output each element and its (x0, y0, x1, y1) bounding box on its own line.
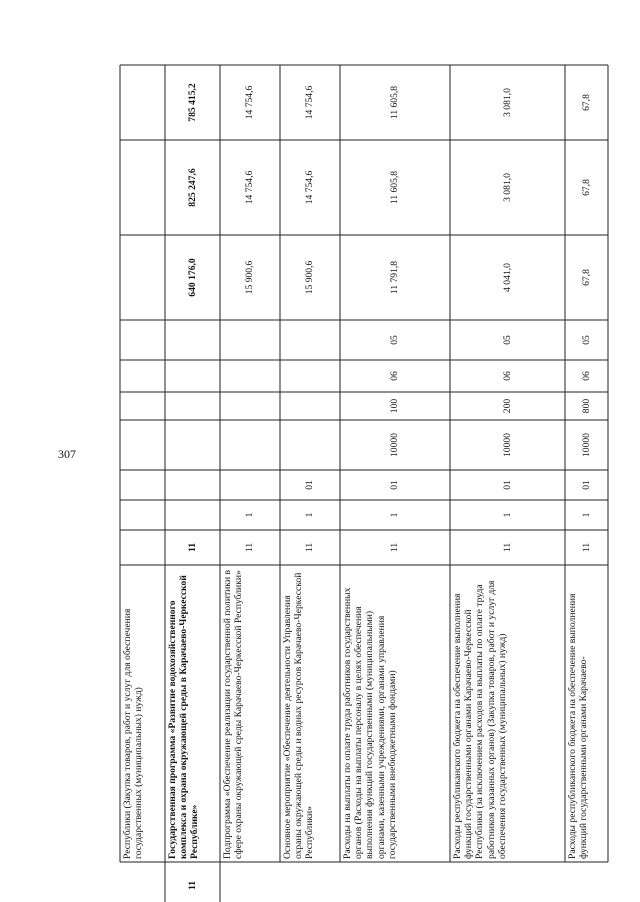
row-6-col_gr: 11 (580, 542, 592, 553)
row-1-v2025: 825 247,6 (186, 168, 198, 207)
row-0-name: Республики (Закупка товаров, работ и услуг для обеспечения государственных (муниципальных) нужд) (122, 608, 145, 859)
row-1-name: Государственная программа «Развитие водохозяйственного комплекса и охрана окружающей среды в Карачаево-Черкесской Республике» (167, 575, 201, 859)
row-5-col_r: 01 (501, 480, 513, 490)
row-6-v2026: 67,8 (580, 94, 592, 111)
row-3-v2024: 15 900,6 (304, 260, 315, 295)
row-6-col_pr: 05 (580, 335, 592, 345)
row-5-name: Расходы республиканского бюджета на обеспечение выполнения функций государственными органами Карачаево-Черкесской Республики (за исключением расходов на выплаты по оплате труда работников указанных органов) (Закупка товаров, работ и услуг для обеспечения государственных (муниципальных) нужд) (452, 580, 508, 859)
row-4-col_r: 01 (389, 480, 400, 490)
row-6-col_vr: 800 (580, 398, 592, 414)
row-5-col_vr: 200 (501, 398, 513, 414)
row-6-v2024: 67,8 (580, 269, 592, 286)
row-4-col_pr: 05 (389, 335, 400, 345)
row-3-name: Основное мероприятие «Обеспечение деятельности Управления охраны окружающей среды и водных ресурсов Карачаево-Черкесской Республики» (282, 572, 316, 859)
row-1-v2024: 640 176,0 (186, 258, 198, 297)
row-4-col_pz: 1 (389, 512, 400, 518)
row-5-col_p: 10000 (501, 433, 513, 457)
row-2-col_pz: 1 (244, 512, 255, 518)
row-3-v2026: 14 754,6 (304, 85, 315, 120)
row-2-name: Подпрограмма «Обеспечение реализации государственной политики в сфере охраны окружающей среды Карачаево-Черкесской Республики» (222, 569, 245, 859)
row-6-col_rz: 06 (580, 371, 592, 381)
row-4-name: Расходы на выплаты по оплате труда работников государственных органов (Расходы на выплаты персоналу в целях обеспечения выполнения функций государственными (муниципальными) органами, казенными учреждениями, органами управления государственными внебюджетными фондами) (342, 587, 398, 859)
row-4-v2026: 11 605,8 (389, 85, 400, 120)
row-5-col_gr: 11 (501, 542, 513, 553)
row-3-col_r: 01 (304, 480, 315, 490)
row-3-v2025: 14 754,6 (304, 170, 315, 205)
row-5-v2026: 3 081,0 (501, 88, 513, 117)
row-6-name: Расходы республиканского бюджета на обеспечение выполнения функций государственными органами Карачаево- (567, 593, 590, 859)
row-4-col_p: 10000 (389, 433, 400, 457)
row-2-v2026: 14 754,6 (244, 85, 255, 120)
row-3-col_pz: 1 (304, 512, 315, 518)
row-5-v2024: 4 041,0 (501, 263, 513, 292)
row-6-col_p: 10000 (580, 433, 592, 457)
row-3-col_gr: 11 (304, 542, 315, 553)
row-5-v2025: 3 081,0 (501, 173, 513, 202)
row-4-v2025: 11 605,8 (389, 170, 400, 205)
page-number: 307 (58, 447, 76, 461)
row-4-col_rz: 06 (389, 371, 400, 381)
row-4-col_gr: 11 (389, 542, 400, 553)
row-1-col_gr: 11 (186, 542, 198, 553)
row-6-col_pz: 1 (580, 512, 592, 518)
row-2-v2024: 15 900,6 (244, 260, 255, 295)
row-5-col_rz: 06 (501, 371, 513, 381)
row-1-v2026: 785 415,2 (186, 83, 198, 122)
row-6-v2025: 67,8 (580, 179, 592, 196)
row-1-col1: 11 (186, 880, 198, 890)
row-4-col_vr: 100 (389, 398, 400, 414)
row-4-v2024: 11 791,8 (389, 260, 400, 295)
row-5-col_pr: 05 (501, 335, 513, 345)
row-2-v2025: 14 754,6 (244, 170, 255, 205)
row-6-col_r: 01 (580, 480, 592, 490)
row-5-col_pz: 1 (501, 512, 513, 518)
row-2-col_gr: 11 (244, 542, 255, 553)
